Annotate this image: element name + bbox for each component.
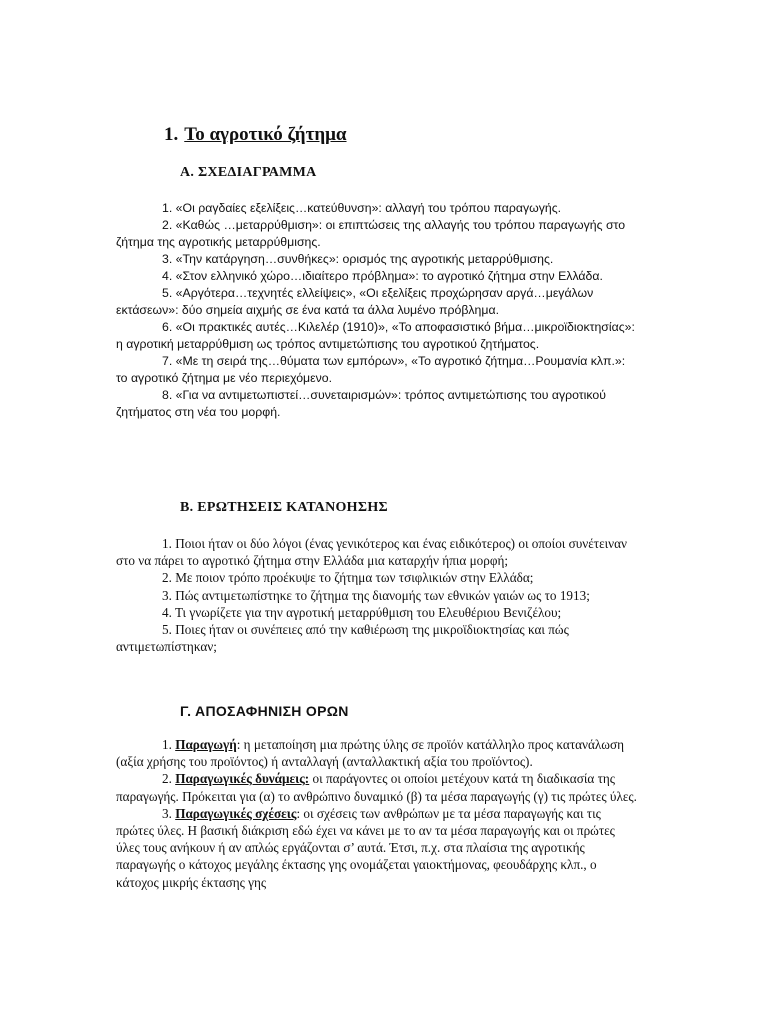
document-title: [164, 124, 347, 146]
term-item: [116, 805, 640, 891]
list-item: 2. «Καθώς …μεταρρύθμιση»: οι επιπτώσεις της αλλαγής του τρόπου παραγωγής στο ζήτημα της αγροτικής μεταρρύθμισης.: [116, 218, 626, 249]
list-item: 8. «Για να αντιμετωπιστεί…συνεταιρισμών»: τρόπος αντιμετώπισης του αγροτικού ζητήματος στη νέα του μορφή.: [116, 388, 606, 419]
section-b-heading: Β. ΕΡΩΤΗΣΕΙΣ ΚΑΤΑΝΟΗΣΗΣ: [180, 500, 388, 515]
title-text: Το αγροτικό ζήτημα: [184, 124, 347, 145]
term-name: Παραγωγικές σχέσεις: [175, 805, 297, 821]
section-a-list: [116, 200, 640, 421]
list-item: 7. «Με τη σειρά της…θύματα των εμπόρων», «Το αγροτικό ζήτημα…Ρουμανία κλπ.»: το αγροτικό ζήτημα με νέο περιεχόμενο.: [116, 354, 626, 385]
section-c-list: [116, 736, 640, 891]
term-definition: : οι σχέσεις των ανθρώπων με τα μέσα παραγωγής και τις πρώτες ύλες. Η βασική διάκριση εδώ έχει να κάνει με το αν τα μέσα παραγωγής και οι πρώτες ύλες τους ανήκουν ή αν απλώς εργάζονται σ’ αυτά. Έτσι, π.χ. στα πλαίσια της αγροτικής παραγωγής ο κάτοχος μεγάλης έκτασης γης ονομάζεται γαιοκτήμονας, φεουδάρχης κλπ., ο κάτοχος μικρής έκτασης γης: [116, 805, 615, 890]
list-item: 3. «Την κατάργηση…συνθήκες»: ορισμός της αγροτικής μεταρρύθμισης.: [162, 252, 554, 266]
term-definition: οι παράγοντες οι οποίοι μετέχουν κατά τη διαδικασία της παραγωγής. Πρόκειται για (α) το ανθρώπινο δυναμικό (β) τα μέσα παραγωγής (γ) τις πρώτες ύλες.: [116, 771, 637, 804]
list-item: 3. Πώς αντιμετωπίστηκε το ζήτημα της διανομής των εθνικών γαιών ως το 1913;: [162, 587, 590, 603]
section-c-heading: Γ. ΑΠΟΣΑΦΗΝΙΣΗ ΟΡΩΝ: [180, 703, 349, 719]
list-item: 4. Τι γνωρίζετε για την αγροτική μεταρρύθμιση του Ελευθέριου Βενιζέλου;: [162, 604, 562, 620]
list-item: 5. Ποιες ήταν οι συνέπειες από την καθιέρωση της μικροϊδιοκτησίας και πώς αντιμετωπίστηκαν;: [116, 622, 569, 655]
term-item: [116, 736, 640, 770]
term-name: Παραγωγή: [175, 737, 237, 752]
title-number: 1.: [164, 124, 179, 145]
list-item: 1. Ποιοι ήταν οι δύο λόγοι (ένας γενικότερος και ένας ειδικότερος) οι οποίοι συνέτειναν στο να πάρει το αγροτικό ζήτημα στην Ελλάδα μια καταρχήν ήπια μορφή;: [116, 536, 627, 569]
list-item: 5. «Αργότερα…τεχνητές ελλείψεις», «Οι εξελίξεις προχώρησαν αργά…μεγάλων εκτάσεων»: δύο σημεία αιχμής σε ένα κατά τα άλλα λυμένο πρόβλημα.: [116, 286, 594, 317]
list-item: 2. Με ποιον τρόπο προέκυψε το ζήτημα των τσιφλικιών στην Ελλάδα;: [162, 570, 534, 586]
term-item: [116, 770, 640, 804]
term-definition: : η μεταποίηση μια πρώτης ύλης σε προϊόν κατάλληλο προς κατανάλωση (αξία χρήσης του προϊόντος) ή ανταλλαγή (ανταλλακτική αξία του προϊόντος).: [116, 737, 624, 770]
term-name: Παραγωγικές δυνάμεις:: [175, 771, 310, 787]
term-number: 3.: [162, 805, 172, 821]
term-number: 2.: [162, 771, 172, 787]
section-b-list: [116, 535, 640, 655]
list-item: 1. «Οι ραγδαίες εξελίξεις…κατεύθυνση»: αλλαγή του τρόπου παραγωγής.: [162, 201, 562, 215]
term-number: 1.: [162, 737, 172, 752]
list-item: 4. «Στον ελληνικό χώρο…ιδιαίτερο πρόβλημα»: το αγροτικό ζήτημα στην Ελλάδα.: [162, 269, 603, 283]
list-item: 6. «Οι πρακτικές αυτές…Κιλελέρ (1910)», «Το αποφασιστικό βήμα…μικροϊδιοκτησίας»: η αγροτική μεταρρύθμιση ως τρόπος αντιμετώπισης του αγροτικού ζητήματος.: [116, 320, 635, 351]
section-a-heading: Α. ΣΧΕΔΙΑΓΡΑΜΜΑ: [180, 165, 317, 180]
